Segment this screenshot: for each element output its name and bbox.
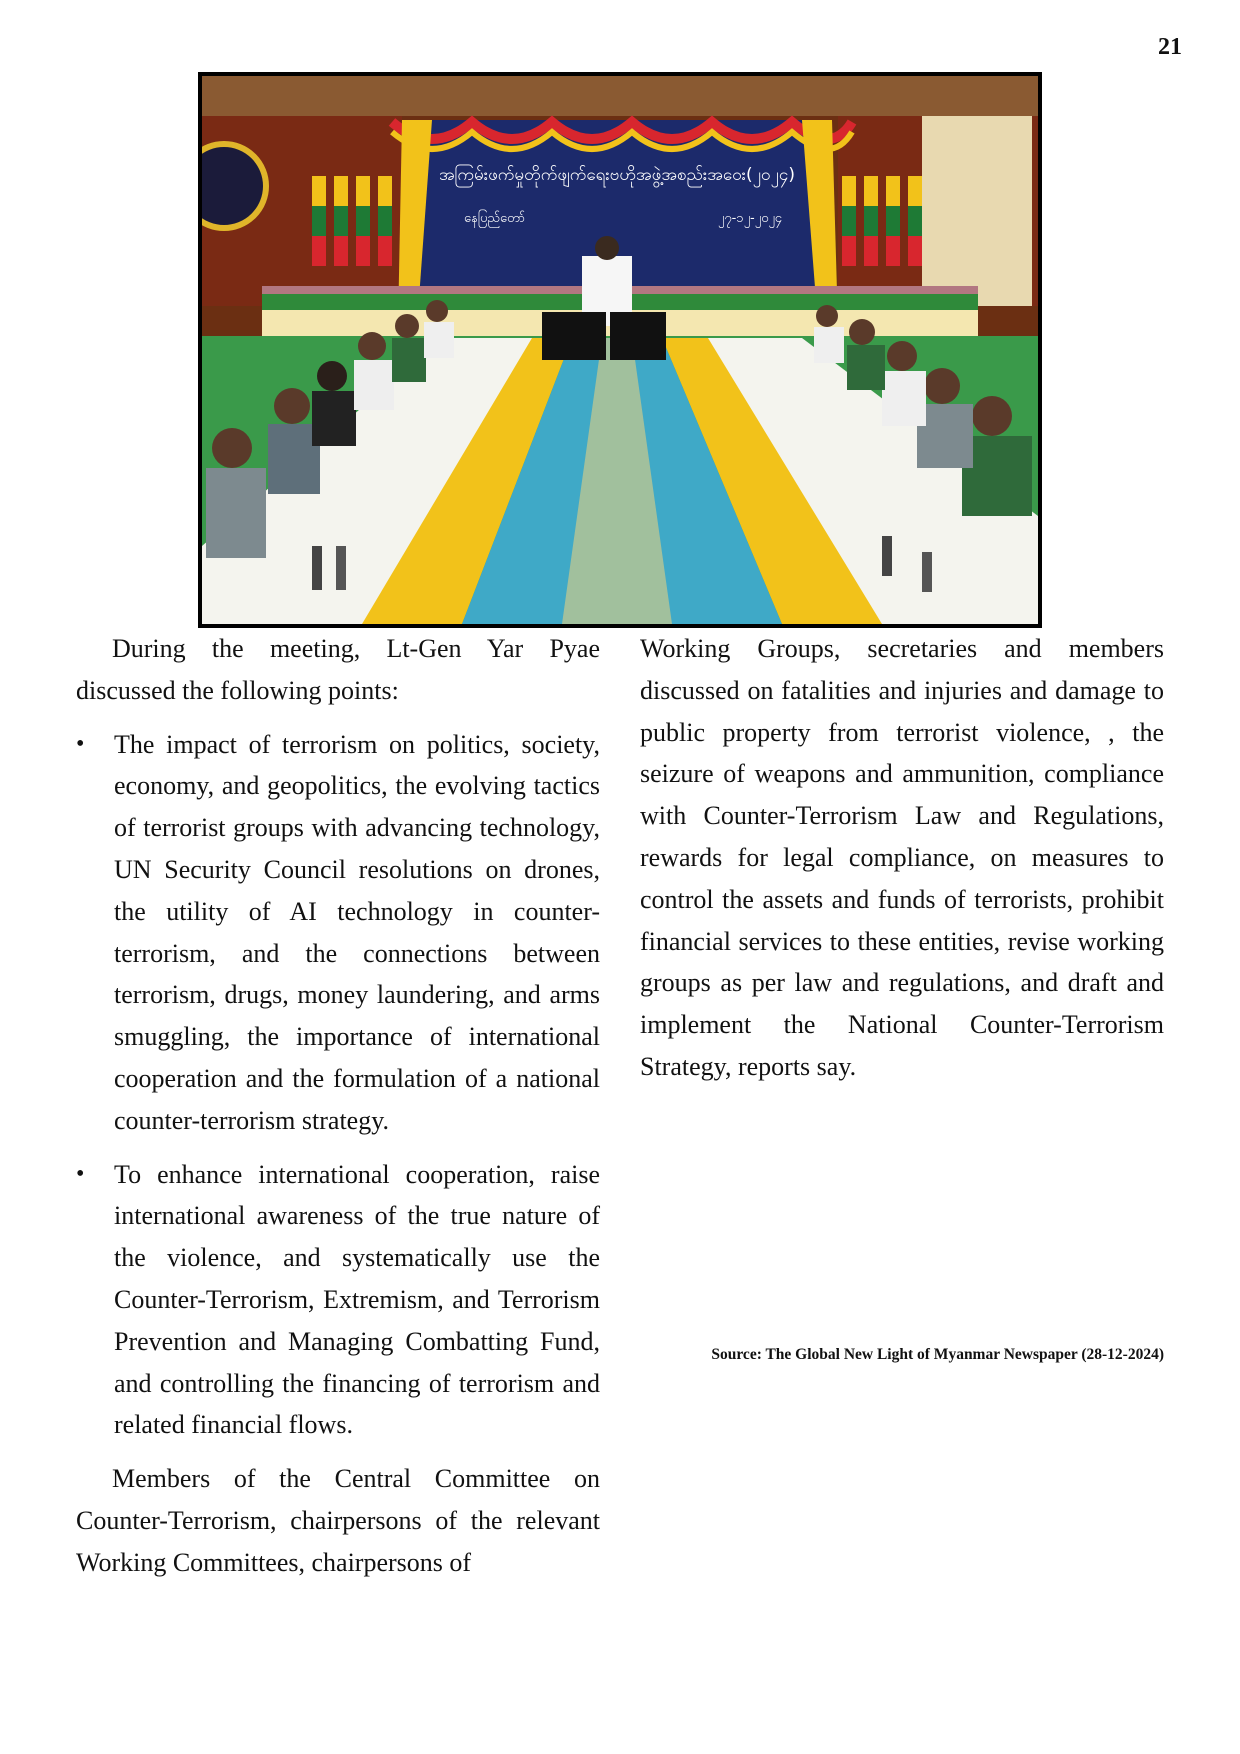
article-column-left bbox=[76, 628, 600, 1584]
bullet-item: • The impact of terrorism on politics, society, economy, and geopolitics, the evolving tactics of terrorist groups with advancing technology, UN Security Council resolutions on drones, the utility of AI technology in counter-terrorism, and the connections between terrorism, drugs, money laundering, and arms smuggling, the importance of international cooperation and the formulation of a national counter-terrorism strategy. bbox=[76, 724, 600, 1142]
article-closing-left: Members of the Central Committee on Counter-Terrorism, chairpersons of the relevant Working Committees, chairpersons of bbox=[76, 1464, 600, 1577]
page-number: 21 bbox=[1158, 34, 1182, 60]
source-citation: Source: The Global New Light of Myanmar Newspaper (28-12-2024) bbox=[711, 1346, 1164, 1363]
meeting-photo bbox=[198, 72, 1042, 628]
bullet-list bbox=[76, 724, 600, 1447]
article-intro: During the meeting, Lt-Gen Yar Pyae discussed the following points: bbox=[76, 634, 600, 705]
bullet-item: • To enhance international cooperation, raise international awareness of the true nature of the violence, and systematically use the Counter-Terrorism, Extremism, and Terrorism Prevention and Managing Combatting Fund, and controlling the financing of terrorism and related financial flows. bbox=[76, 1154, 600, 1447]
banner-place: နေပြည်တော် bbox=[464, 211, 526, 226]
article-column-right bbox=[640, 628, 1164, 1088]
banner-date: ၂၇-၁၂-၂၀၂၄ bbox=[717, 211, 783, 226]
banner-title: အကြမ်းဖက်မှုတိုက်ဖျက်ရေးဗဟိုအဖွဲ့အစည်းအဝေး(၂၀၂၄) bbox=[438, 165, 796, 185]
article-closing-right: Working Groups, secretaries and members discussed on fatalities and injuries and damage to public property from terrorist violence, , the seizure of weapons and ammunition, compliance with Counter-Terrorism Law and Regulations, rewards for legal compliance, on measures to control the assets and funds of terrorists, prohibit financial services to these entities, revise working groups as per law and regulations, and draft and implement the National Counter-Terrorism Strategy, reports say. bbox=[640, 634, 1164, 1081]
meeting-photo-illustration bbox=[202, 76, 1038, 624]
